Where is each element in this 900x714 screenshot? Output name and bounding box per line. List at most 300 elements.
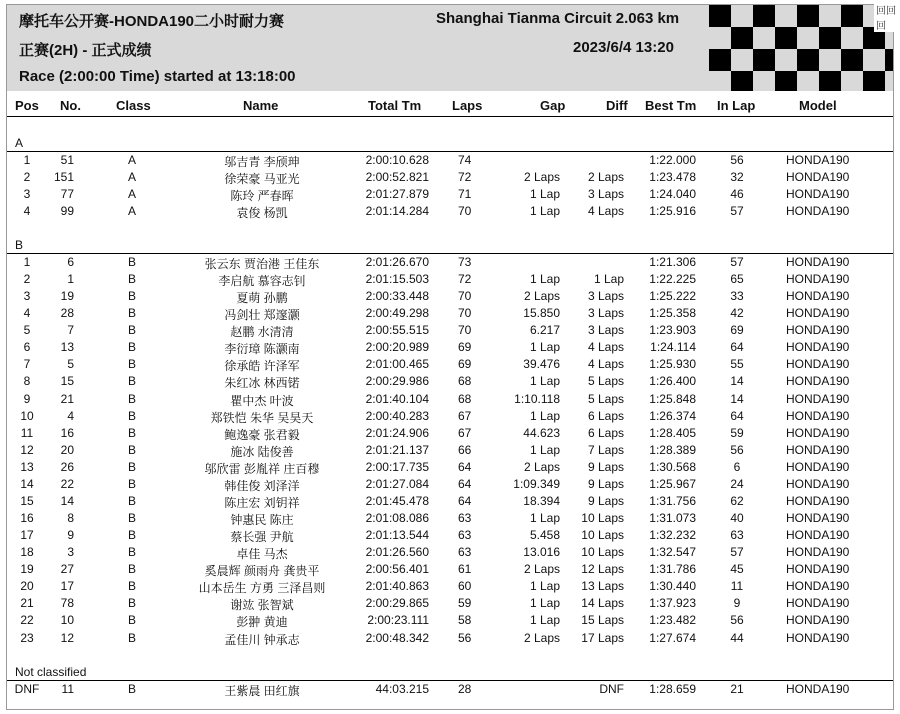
cell-best-time: 1:23.478	[649, 170, 696, 184]
cell-diff: 10 Laps	[581, 511, 624, 526]
cell-total-time: 2:00:52.821	[365, 170, 429, 184]
cell-laps: 68	[458, 391, 472, 406]
cell-total-time: 2:01:40.863	[365, 579, 429, 594]
cell-gap: 1 Lap	[529, 511, 560, 526]
cell-gap: 6.217	[529, 323, 560, 338]
cell-model: HONDA190	[786, 425, 850, 440]
cell-pos: 6	[23, 340, 31, 355]
result-row	[0, 289, 900, 306]
cell-pos: 10	[20, 408, 34, 423]
cell-pos: 8	[23, 374, 31, 389]
cell-model: HONDA190	[786, 562, 850, 577]
cell-gap: 1 Lap	[529, 442, 560, 457]
result-row	[0, 340, 900, 357]
cell-driver-names: 李衍璋 陈灏南	[224, 342, 300, 357]
cell-class: B	[127, 306, 137, 321]
cell-diff: DNF	[599, 682, 624, 696]
cell-in-lap: 56	[730, 153, 744, 167]
cell-class: B	[127, 442, 137, 457]
cell-in-lap: 6	[733, 459, 741, 474]
cell-laps: 70	[458, 204, 472, 218]
cell-car-number: 1	[67, 272, 74, 287]
cell-in-lap: 69	[730, 323, 744, 338]
cell-total-time: 2:00:29.986	[365, 374, 429, 389]
cell-class: B	[127, 425, 137, 440]
cell-laps: 61	[458, 562, 472, 577]
cell-laps: 69	[458, 340, 472, 355]
cell-driver-names: 孟佳川 钟承志	[224, 632, 300, 647]
result-row	[0, 374, 900, 391]
cell-class: B	[127, 630, 137, 645]
cell-driver-names: 赵鹏 水清清	[230, 325, 294, 340]
cell-driver-names: 徐承皓 许泽军	[224, 359, 300, 374]
cell-total-time: 2:00:48.342	[365, 630, 429, 645]
cell-driver-names: 卓佳 马杰	[236, 547, 288, 562]
cell-in-lap: 46	[730, 187, 744, 201]
cell-best-time: 1:24.040	[649, 187, 696, 201]
cell-diff: 15 Laps	[581, 613, 624, 628]
cell-class: B	[127, 357, 137, 372]
cell-driver-names: 鲍逸豪 张君毅	[224, 427, 300, 442]
cell-class: B	[127, 374, 137, 389]
result-row	[0, 272, 900, 289]
cell-gap: 1 Lap	[529, 187, 560, 201]
cell-pos: 2	[23, 170, 31, 184]
cell-diff: 5 Laps	[587, 391, 624, 406]
cell-diff: 14 Laps	[581, 596, 624, 611]
cell-laps: 60	[458, 579, 472, 594]
cell-gap: 1 Lap	[529, 272, 560, 287]
cell-in-lap: 40	[730, 511, 744, 526]
cell-laps: 56	[458, 630, 472, 645]
cell-model: HONDA190	[786, 204, 850, 218]
cell-in-lap: 11	[730, 579, 744, 594]
cell-in-lap: 56	[730, 613, 744, 628]
cell-total-time: 2:01:26.670	[365, 255, 429, 269]
cell-gap: 1 Lap	[529, 204, 560, 218]
cell-best-time: 1:28.659	[649, 682, 696, 696]
cell-car-number: 99	[60, 204, 74, 218]
cell-gap: 1 Lap	[529, 408, 560, 423]
cell-model: HONDA190	[786, 374, 850, 389]
result-row	[0, 306, 900, 323]
cell-car-number: 5	[67, 357, 74, 372]
cell-laps: 67	[458, 425, 472, 440]
cell-laps: 64	[458, 459, 472, 474]
cell-class: B	[127, 255, 137, 269]
cell-laps: 69	[458, 357, 472, 372]
result-row	[0, 357, 900, 374]
column-header-best-time: Best Tm	[645, 98, 697, 113]
cell-diff: 9 Laps	[587, 459, 624, 474]
cell-model: HONDA190	[786, 357, 850, 372]
cell-total-time: 44:03.215	[375, 682, 429, 696]
column-header-total-time: Total Tm	[368, 98, 422, 113]
cell-model: HONDA190	[786, 476, 850, 491]
cell-car-number: 51	[60, 153, 74, 167]
cell-gap: 44.623	[523, 425, 560, 440]
cell-class: A	[127, 187, 137, 201]
cell-pos: 11	[20, 425, 34, 440]
cell-in-lap: 57	[730, 255, 744, 269]
cell-gap: 39.476	[523, 357, 560, 372]
cell-gap: 1:09.349	[513, 476, 560, 491]
cell-car-number: 16	[60, 425, 74, 440]
cell-best-time: 1:32.232	[649, 528, 696, 543]
result-row	[0, 204, 900, 221]
cell-driver-names: 冯剑壮 郑邃灏	[224, 308, 300, 323]
cell-gap: 1 Lap	[529, 374, 560, 389]
cell-driver-names: 陈庄宏 刘钥祥	[224, 495, 300, 510]
cell-laps: 58	[458, 613, 472, 628]
cell-laps: 63	[458, 545, 472, 560]
cell-pos: DNF	[14, 682, 40, 696]
cell-diff: 4 Laps	[587, 357, 624, 372]
cell-diff: 9 Laps	[587, 493, 624, 508]
session-date: 2023/6/4 13:20	[573, 39, 674, 56]
column-header-gap: Gap	[540, 98, 566, 113]
result-row	[0, 562, 900, 579]
column-header-model: Model	[799, 98, 837, 113]
not-classified-label: Not classified	[15, 665, 87, 679]
cell-car-number: 77	[60, 187, 74, 201]
cell-driver-names: 蔡长强 尹航	[230, 530, 294, 545]
cell-best-time: 1:31.756	[649, 493, 696, 508]
cell-laps: 63	[458, 511, 472, 526]
cell-class: B	[127, 289, 137, 304]
cell-gap: 15.850	[523, 306, 560, 321]
cell-total-time: 2:00:23.111	[367, 613, 429, 628]
cell-in-lap: 32	[730, 170, 744, 184]
result-row	[0, 682, 900, 699]
cell-total-time: 2:00:33.448	[365, 289, 429, 304]
cell-diff: 13 Laps	[581, 579, 624, 594]
result-row	[0, 494, 900, 511]
cell-total-time: 2:01:40.104	[365, 391, 429, 406]
class-b-label: B	[15, 238, 24, 252]
result-row	[0, 579, 900, 596]
cell-model: HONDA190	[786, 630, 850, 645]
cell-class: B	[127, 528, 137, 543]
result-row	[0, 426, 900, 443]
cell-class: B	[127, 511, 137, 526]
cell-driver-names: 张云东 贾治港 王佳东	[204, 257, 320, 271]
column-header-pos: Pos	[15, 98, 39, 113]
cell-in-lap: 9	[733, 596, 741, 611]
cell-car-number: 9	[67, 528, 74, 543]
cell-model: HONDA190	[786, 391, 850, 406]
cell-in-lap: 33	[730, 289, 744, 304]
cell-car-number: 11	[61, 682, 74, 696]
cell-laps: 28	[458, 682, 472, 696]
cell-driver-names: 谢竑 张智斌	[230, 598, 294, 613]
cell-in-lap: 24	[730, 476, 744, 491]
cell-in-lap: 59	[730, 425, 744, 440]
cell-in-lap: 57	[730, 545, 744, 560]
column-header-in-lap: In Lap	[717, 98, 756, 113]
cell-laps: 68	[458, 374, 472, 389]
cell-model: HONDA190	[786, 493, 850, 508]
cell-total-time: 2:01:27.084	[365, 476, 429, 491]
cell-class: B	[127, 613, 137, 628]
cell-model: HONDA190	[786, 579, 850, 594]
cell-total-time: 2:01:14.284	[365, 204, 429, 218]
header-rule	[7, 116, 893, 117]
cell-laps: 66	[458, 442, 472, 457]
cell-car-number: 8	[67, 511, 74, 526]
result-row	[0, 528, 900, 545]
cell-total-time: 2:00:40.283	[365, 408, 429, 423]
cell-gap: 1 Lap	[529, 613, 560, 628]
cell-in-lap: 57	[730, 204, 744, 218]
cell-gap: 5.458	[529, 528, 560, 543]
cell-driver-names: 彭翀 黄迪	[236, 615, 288, 630]
cell-car-number: 28	[60, 306, 74, 321]
cell-total-time: 2:00:17.735	[365, 459, 429, 474]
cell-total-time: 2:01:13.544	[365, 528, 429, 543]
cell-gap: 2 Laps	[523, 630, 560, 645]
circuit-name: Shanghai Tianma Circuit 2.063 km	[436, 10, 680, 27]
result-row	[0, 409, 900, 426]
cell-best-time: 1:25.967	[649, 476, 696, 491]
cell-model: HONDA190	[786, 306, 850, 321]
cell-car-number: 3	[67, 545, 74, 560]
cell-model: HONDA190	[786, 459, 850, 474]
cell-class: B	[127, 340, 137, 355]
cell-gap: 1 Lap	[529, 579, 560, 594]
result-row	[0, 460, 900, 477]
column-header-diff: Diff	[606, 98, 628, 113]
result-row	[0, 187, 900, 204]
cell-car-number: 15	[60, 374, 74, 389]
cell-class: B	[127, 682, 137, 696]
event-title: 摩托车公开赛-HONDA190二小时耐力赛	[19, 13, 285, 30]
cell-best-time: 1:23.903	[649, 323, 696, 338]
cell-gap: 2 Laps	[523, 289, 560, 304]
result-row	[0, 631, 900, 648]
cell-pos: 5	[23, 323, 31, 338]
cell-model: HONDA190	[786, 255, 850, 269]
cell-best-time: 1:31.786	[649, 562, 696, 577]
column-header-driver-names: Name	[243, 98, 279, 113]
cell-pos: 3	[23, 289, 31, 304]
cell-car-number: 20	[60, 442, 74, 457]
cell-best-time: 1:30.568	[649, 459, 696, 474]
cell-best-time: 1:25.848	[649, 391, 696, 406]
cell-in-lap: 14	[730, 374, 744, 389]
cell-best-time: 1:21.306	[649, 255, 696, 269]
cell-model: HONDA190	[786, 682, 850, 696]
cell-driver-names: 夏萌 孙鹏	[236, 291, 288, 306]
cell-pos: 7	[23, 357, 31, 372]
cell-driver-names: 郑铁恺 朱华 吴昊天	[210, 410, 314, 425]
cell-driver-names: 陈玲 严春晖	[230, 189, 294, 203]
cell-class: A	[127, 170, 137, 184]
cell-best-time: 1:31.073	[649, 511, 696, 526]
cell-in-lap: 55	[730, 357, 744, 372]
result-row	[0, 511, 900, 528]
cell-in-lap: 65	[730, 272, 744, 287]
cell-in-lap: 21	[730, 682, 744, 696]
cell-pos: 13	[20, 459, 34, 474]
cell-best-time: 1:28.389	[649, 442, 696, 457]
cell-laps: 64	[458, 476, 472, 491]
cell-driver-names: 王紫晨 田红旗	[224, 684, 300, 698]
cell-diff: 1 Lap	[593, 272, 624, 287]
cell-car-number: 17	[60, 579, 74, 594]
cell-laps: 70	[458, 289, 472, 304]
cell-total-time: 2:01:00.465	[365, 357, 429, 372]
cell-class: A	[127, 153, 137, 167]
cell-pos: 1	[23, 153, 31, 167]
class-a-label: A	[15, 136, 24, 150]
cell-in-lap: 64	[730, 408, 744, 423]
cell-model: HONDA190	[786, 187, 850, 201]
cell-diff: 10 Laps	[581, 545, 624, 560]
cell-pos: 9	[23, 391, 31, 406]
result-row	[0, 613, 900, 630]
cell-pos: 4	[23, 306, 31, 321]
cell-gap: 2 Laps	[523, 562, 560, 577]
cell-best-time: 1:37.923	[649, 596, 696, 611]
cell-driver-names: 徐荣豪 马亚光	[224, 172, 300, 186]
cell-in-lap: 63	[730, 528, 744, 543]
cell-driver-names: 奚晨辉 颜雨舟 龚贵平	[204, 564, 320, 579]
class-b-rule	[7, 253, 893, 254]
cell-best-time: 1:22.000	[649, 153, 696, 167]
cell-pos: 17	[20, 528, 34, 543]
cell-driver-names: 韩佳俊 刘泽洋	[224, 478, 300, 493]
cell-in-lap: 64	[730, 340, 744, 355]
result-row	[0, 477, 900, 494]
result-row	[0, 443, 900, 460]
result-row	[0, 323, 900, 340]
cell-diff: 5 Laps	[587, 374, 624, 389]
cell-car-number: 6	[67, 255, 74, 269]
cell-best-time: 1:23.482	[649, 613, 696, 628]
cell-laps: 72	[458, 170, 472, 184]
cell-gap: 18.394	[523, 493, 560, 508]
cell-class: B	[127, 391, 137, 406]
cell-diff: 2 Laps	[587, 170, 624, 184]
cell-total-time: 2:01:24.906	[365, 425, 429, 440]
cell-in-lap: 62	[730, 493, 744, 508]
cell-best-time: 1:32.547	[649, 545, 696, 560]
cell-pos: 18	[20, 545, 34, 560]
column-header-class: Class	[116, 98, 151, 113]
cell-total-time: 2:00:55.515	[365, 323, 429, 338]
column-header-laps: Laps	[452, 98, 483, 113]
cell-pos: 2	[23, 272, 31, 287]
cell-pos: 15	[20, 493, 34, 508]
cell-laps: 70	[458, 323, 472, 338]
cell-pos: 14	[20, 476, 34, 491]
cell-gap: 1 Lap	[529, 340, 560, 355]
cell-pos: 1	[23, 255, 31, 269]
cell-total-time: 2:00:20.989	[365, 340, 429, 355]
cell-class: A	[127, 204, 137, 218]
result-row	[0, 153, 900, 170]
race-info: Race (2:00:00 Time) started at 13:18:00	[19, 68, 296, 85]
cell-class: B	[127, 459, 137, 474]
cell-diff: 17 Laps	[581, 630, 624, 645]
cell-driver-names: 袁俊 杨凯	[236, 206, 288, 220]
cell-driver-names: 山本岳生 方勇 三泽昌则	[198, 581, 326, 596]
cell-pos: 22	[20, 613, 34, 628]
cell-laps: 73	[458, 255, 472, 269]
cell-best-time: 1:25.930	[649, 357, 696, 372]
cell-best-time: 1:25.916	[649, 204, 696, 218]
cell-pos: 20	[20, 579, 34, 594]
cell-gap: 13.016	[523, 545, 560, 560]
cell-class: B	[127, 596, 137, 611]
cell-driver-names: 邬吉青 李颀珅	[224, 155, 300, 169]
cell-pos: 16	[20, 511, 34, 526]
cell-laps: 59	[458, 596, 472, 611]
result-row	[0, 596, 900, 613]
cell-driver-names: 钟惠民 陈庄	[230, 513, 294, 528]
cell-gap: 2 Laps	[523, 459, 560, 474]
cell-gap: 2 Laps	[523, 170, 560, 184]
result-row	[0, 255, 900, 272]
cell-model: HONDA190	[786, 323, 850, 338]
cell-car-number: 19	[60, 289, 74, 304]
cell-total-time: 2:00:56.401	[365, 562, 429, 577]
result-row	[0, 545, 900, 562]
cell-diff: 4 Laps	[587, 204, 624, 218]
cell-best-time: 1:27.674	[649, 630, 696, 645]
cell-total-time: 2:01:27.879	[365, 187, 429, 201]
not-classified-rule	[7, 680, 893, 681]
cell-pos: 21	[20, 596, 34, 611]
cell-car-number: 10	[60, 613, 74, 628]
cell-model: HONDA190	[786, 153, 850, 167]
cell-total-time: 2:01:45.478	[365, 493, 429, 508]
cell-class: B	[127, 562, 137, 577]
cell-best-time: 1:26.374	[649, 408, 696, 423]
cell-laps: 64	[458, 493, 472, 508]
cell-model: HONDA190	[786, 272, 850, 287]
cell-diff: 7 Laps	[587, 442, 624, 457]
cell-model: HONDA190	[786, 442, 850, 457]
cell-laps: 74	[458, 153, 472, 167]
cell-best-time: 1:24.114	[650, 340, 696, 355]
cell-class: B	[127, 545, 137, 560]
cell-model: HONDA190	[786, 596, 850, 611]
cell-car-number: 7	[67, 323, 74, 338]
class-a-rule	[7, 151, 893, 152]
cell-gap: 1:10.118	[514, 391, 560, 406]
cell-best-time: 1:28.405	[649, 425, 696, 440]
cell-diff: 4 Laps	[587, 340, 624, 355]
cell-model: HONDA190	[786, 613, 850, 628]
cell-pos: 12	[20, 442, 34, 457]
cell-in-lap: 56	[730, 442, 744, 457]
cell-diff: 12 Laps	[581, 562, 624, 577]
cell-car-number: 78	[60, 596, 74, 611]
cell-laps: 67	[458, 408, 472, 423]
cell-driver-names: 李启航 慕容志钊	[218, 274, 306, 289]
cell-model: HONDA190	[786, 528, 850, 543]
cell-class: B	[127, 579, 137, 594]
cell-total-time: 2:01:26.560	[365, 545, 429, 560]
result-row	[0, 170, 900, 187]
watermark: 回回回	[874, 2, 900, 32]
cell-model: HONDA190	[786, 511, 850, 526]
cell-laps: 71	[458, 187, 472, 201]
session-subtitle: 正赛(2H) - 正式成绩	[19, 42, 152, 59]
cell-model: HONDA190	[786, 170, 850, 184]
